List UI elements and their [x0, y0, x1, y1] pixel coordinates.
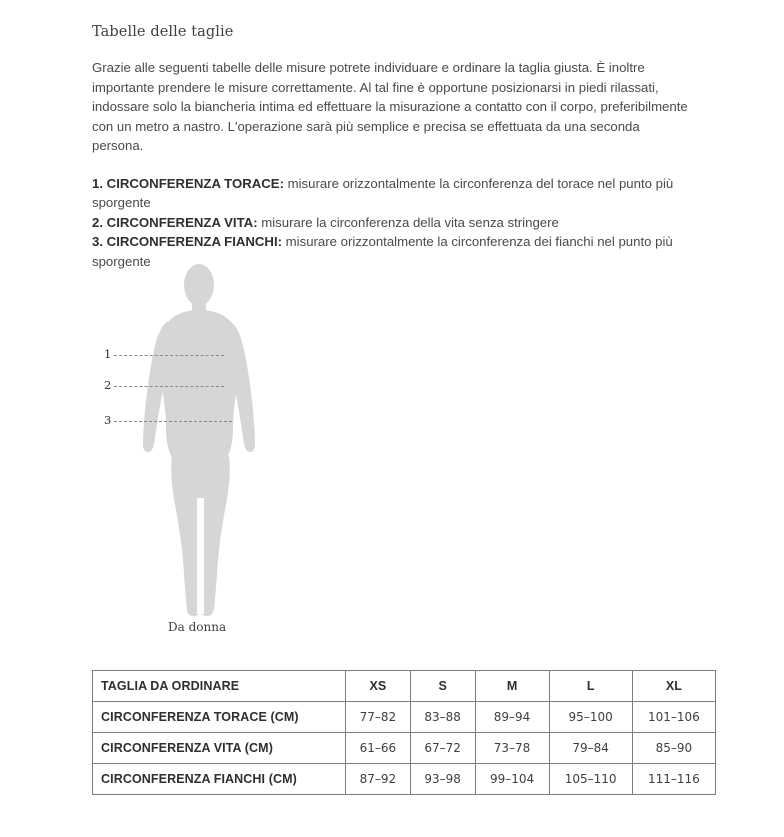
table-cell: 73–78 [475, 733, 549, 764]
table-header-cell: L [549, 671, 632, 702]
table-row [93, 764, 716, 795]
mark-label-3: 3 [104, 413, 112, 427]
measure-term: CIRCONFERENZA VITA: [106, 214, 258, 230]
table-header-cell: M [475, 671, 549, 702]
measure-instructions [92, 174, 688, 272]
measure-desc: misurare la circonferenza della vita senza stringere [257, 214, 559, 230]
row-label: CIRCONFERENZA TORACE (CM) [93, 702, 346, 733]
page-title: Tabelle delle taglie [92, 24, 234, 40]
table-cell: 93–98 [410, 764, 475, 795]
measure-desc: misurare orizzontalmente la circonferenza del torace nel punto più sporgente [92, 175, 674, 210]
silhouette-icon [0, 258, 784, 648]
figure-caption: Da donna [168, 620, 227, 634]
measure-desc: misurare orizzontalmente la circonferenza dei fianchi nel punto più sporgente [92, 234, 673, 269]
row-label: CIRCONFERENZA FIANCHI (CM) [93, 764, 346, 795]
mark-label-1: 1 [104, 347, 112, 361]
measure-number: 3. [92, 234, 103, 249]
table-cell: 61–66 [346, 733, 411, 764]
row-label: CIRCONFERENZA VITA (CM) [93, 733, 346, 764]
text-content [92, 24, 692, 271]
table-cell: 89–94 [475, 702, 549, 733]
table-header-cell: XS [346, 671, 411, 702]
table-header-row [93, 671, 716, 702]
table-header-cell: S [410, 671, 475, 702]
table-cell: 95–100 [549, 702, 632, 733]
measure-line-chest [114, 355, 224, 356]
table-cell: 77–82 [346, 702, 411, 733]
mark-label-2: 2 [104, 378, 112, 392]
female-body-figure [0, 258, 784, 648]
measure-line-waist [114, 386, 224, 387]
measure-number: 2. [92, 214, 103, 230]
measure-term: CIRCONFERENZA FIANCHI: [106, 234, 283, 249]
measure-item [92, 213, 688, 233]
table-header-cell: TAGLIA DA ORDINARE [93, 671, 346, 702]
table-row [93, 702, 716, 733]
table-cell: 87–92 [346, 764, 411, 795]
table-cell: 79–84 [549, 733, 632, 764]
table-row [93, 733, 716, 764]
table-cell: 85–90 [632, 733, 715, 764]
measure-line-hips [114, 421, 232, 422]
table-cell: 111–116 [632, 764, 715, 795]
measure-item [92, 174, 688, 213]
measure-term: CIRCONFERENZA TORACE: [106, 175, 284, 191]
table-cell: 99–104 [475, 764, 549, 795]
size-table [92, 670, 716, 795]
table-cell: 83–88 [410, 702, 475, 733]
table-cell: 101–106 [632, 702, 715, 733]
table-cell: 67–72 [410, 733, 475, 764]
measure-number: 1. [92, 175, 103, 191]
table-header-cell: XL [632, 671, 715, 702]
table-cell: 105–110 [549, 764, 632, 795]
intro-paragraph: Grazie alle seguenti tabelle delle misure potrete individuare e ordinare la taglia giusta. È inoltre importante prendere le misure correttamente. Al tal fine è opportune posizionarsi in piedi rilassati, indossare solo la biancheria intima ed effettuare la misurazione a contatto con il corpo, preferibilmente con un metro a nastro. L'operazione sarà più semplice e precisa se effettuata da una seconda persona. [92, 60, 688, 153]
